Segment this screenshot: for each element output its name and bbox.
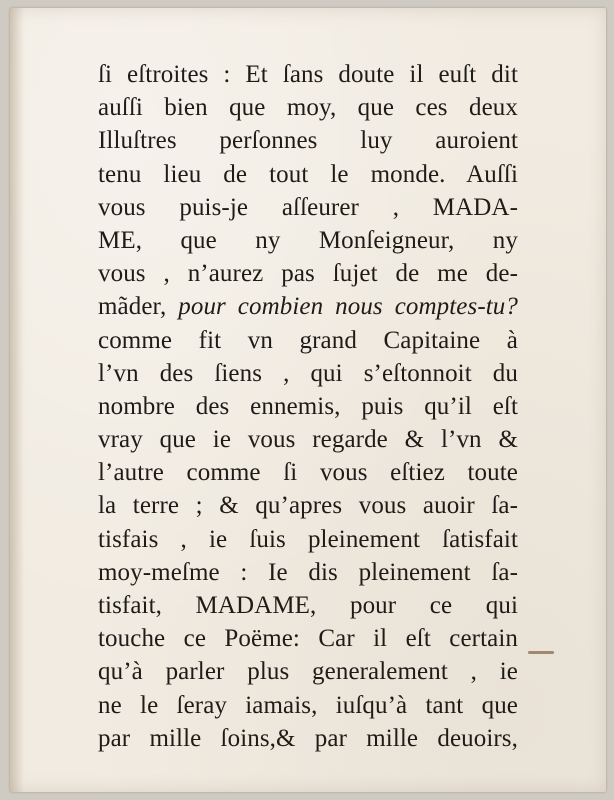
text-line-5: vous puis-je aſſeurer , MADA-	[98, 193, 518, 221]
text-line-16: moy-meſme : Ie dis pleinement ſa-	[98, 558, 518, 586]
page-text-block	[98, 58, 518, 755]
text-line-10: l’vn des ſiens , qui s’eſtonnoit du	[98, 359, 518, 387]
text-line-6: ME, que ny Monſeigneur, ny	[98, 226, 518, 254]
text-line-17: tisfait, MADAME, pour ce qui	[98, 592, 518, 619]
text-line-8	[98, 290, 518, 323]
text-line-3: Illuſtres perſonnes luy auroient	[98, 127, 518, 155]
page-gutter-shadow	[10, 8, 24, 792]
text-line-20: ne le ſeray iamais, iuſqu’à tant que	[98, 691, 518, 719]
text-line-8-roman: mãder,	[98, 293, 179, 321]
text-line-7: vous , n’aurez pas ſujet de me de-	[98, 260, 518, 288]
text-line-2: auſſi bien que moy, que ces deux	[98, 94, 518, 122]
text-line-8-italic-quote: pour combien nous comptes-tu?	[178, 293, 518, 321]
text-line-14: la terre ; & qu’apres vous auoir ſa-	[98, 492, 518, 520]
margin-ink-mark	[528, 651, 554, 654]
text-line-13: l’autre comme ſi vous eſtiez toute	[98, 459, 518, 487]
text-line-9: comme fit vn grand Capitaine à	[98, 326, 518, 354]
text-line-19: qu’à parler plus generalement , ie	[98, 658, 518, 686]
text-line-1: ſi eſtroites : Et ſans doute il euſt dit	[98, 61, 518, 88]
text-line-12: vray que ie vous regarde & l’vn &	[98, 426, 518, 454]
text-line-4: tenu lieu de tout le monde. Auſſi	[98, 160, 518, 188]
text-line-18: touche ce Poëme: Car il eſt certain	[98, 625, 518, 653]
text-line-15: tisfais , ie ſuis pleinement ſatisfait	[98, 525, 518, 553]
text-line-21: par mille ſoins,& par mille deuoirs,	[98, 724, 518, 752]
text-line-11: nombre des ennemis, puis qu’il eſt	[98, 392, 518, 420]
